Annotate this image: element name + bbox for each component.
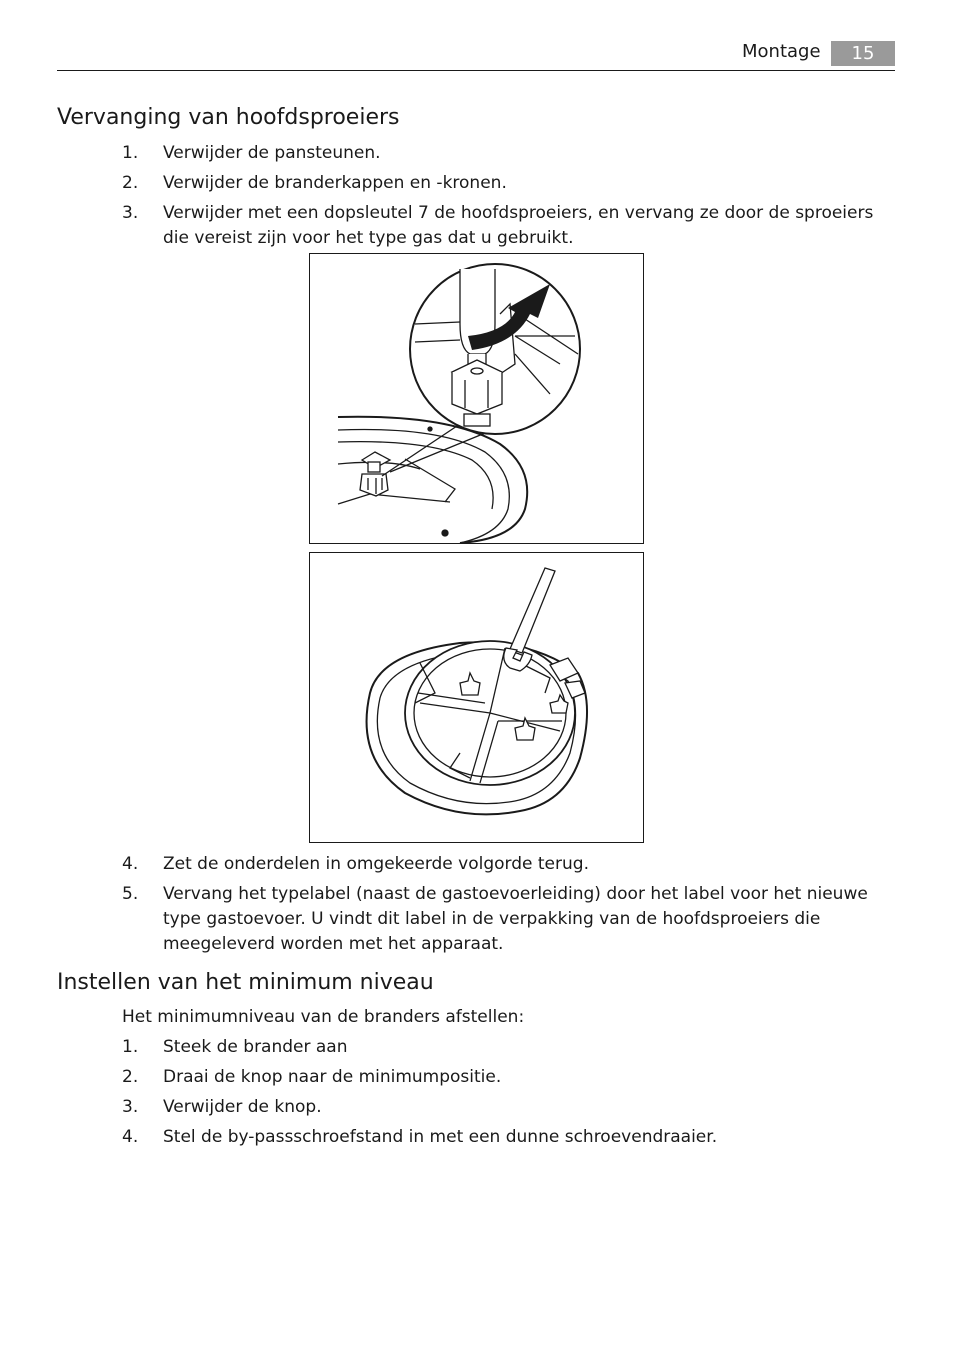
step-number: 3. [122,203,139,223]
list-item [122,852,894,877]
step-number: 1. [122,1037,139,1057]
list-item [122,882,894,957]
step-number: 2. [122,173,139,193]
burner-base-illustration [309,552,644,843]
list-item [122,171,894,196]
minimum-level-intro: Het minimumniveau van de branders afstellen: [122,1007,525,1027]
step-text: Vervang het typelabel (naast de gastoevoerleiding) door het label voor het nieuwe type gastoevoer. U vindt dit label in de verpakking van de hoofdsproeiers die meegeleverd worden met het apparaat. [163,884,868,954]
step-text: Draai de knop naar de minimumpositie. [163,1067,502,1087]
step-text: Verwijder de branderkappen en -kronen. [163,173,507,193]
section-title-minimum-level: Instellen van het minimum niveau [57,970,434,995]
list-item [122,201,894,251]
list-item [122,1065,894,1090]
list-item [122,1095,894,1120]
step-number: 5. [122,884,139,904]
list-item [122,141,894,166]
step-text: Zet de onderdelen in omgekeerde volgorde terug. [163,854,589,874]
list-item [122,1125,894,1150]
header-section-label: Montage [742,41,821,62]
step-number: 1. [122,143,139,163]
step-number: 4. [122,854,139,874]
step-number: 3. [122,1097,139,1117]
step-text: Steek de brander aan [163,1037,348,1057]
step-text: Stel de by-passschroefstand in met een dunne schroevendraaier. [163,1127,718,1147]
header-rule [57,70,895,71]
nozzle-steps-list [122,141,894,256]
minimum-level-steps-list [122,1035,894,1155]
step-number: 2. [122,1067,139,1087]
step-text: Verwijder de pansteunen. [163,143,381,163]
page-number-badge: 15 [831,41,895,66]
step-number: 4. [122,1127,139,1147]
list-item [122,1035,894,1060]
step-text: Verwijder met een dopsleutel 7 de hoofdsproeiers, en vervang ze door de sproeiers die vereist zijn voor het type gas dat u gebruikt. [163,203,874,248]
section-title-nozzles: Vervanging van hoofdsproeiers [57,105,400,130]
nozzle-wrench-illustration [309,253,644,544]
step-text: Verwijder de knop. [163,1097,322,1117]
nozzle-steps-list-continued [122,852,894,962]
